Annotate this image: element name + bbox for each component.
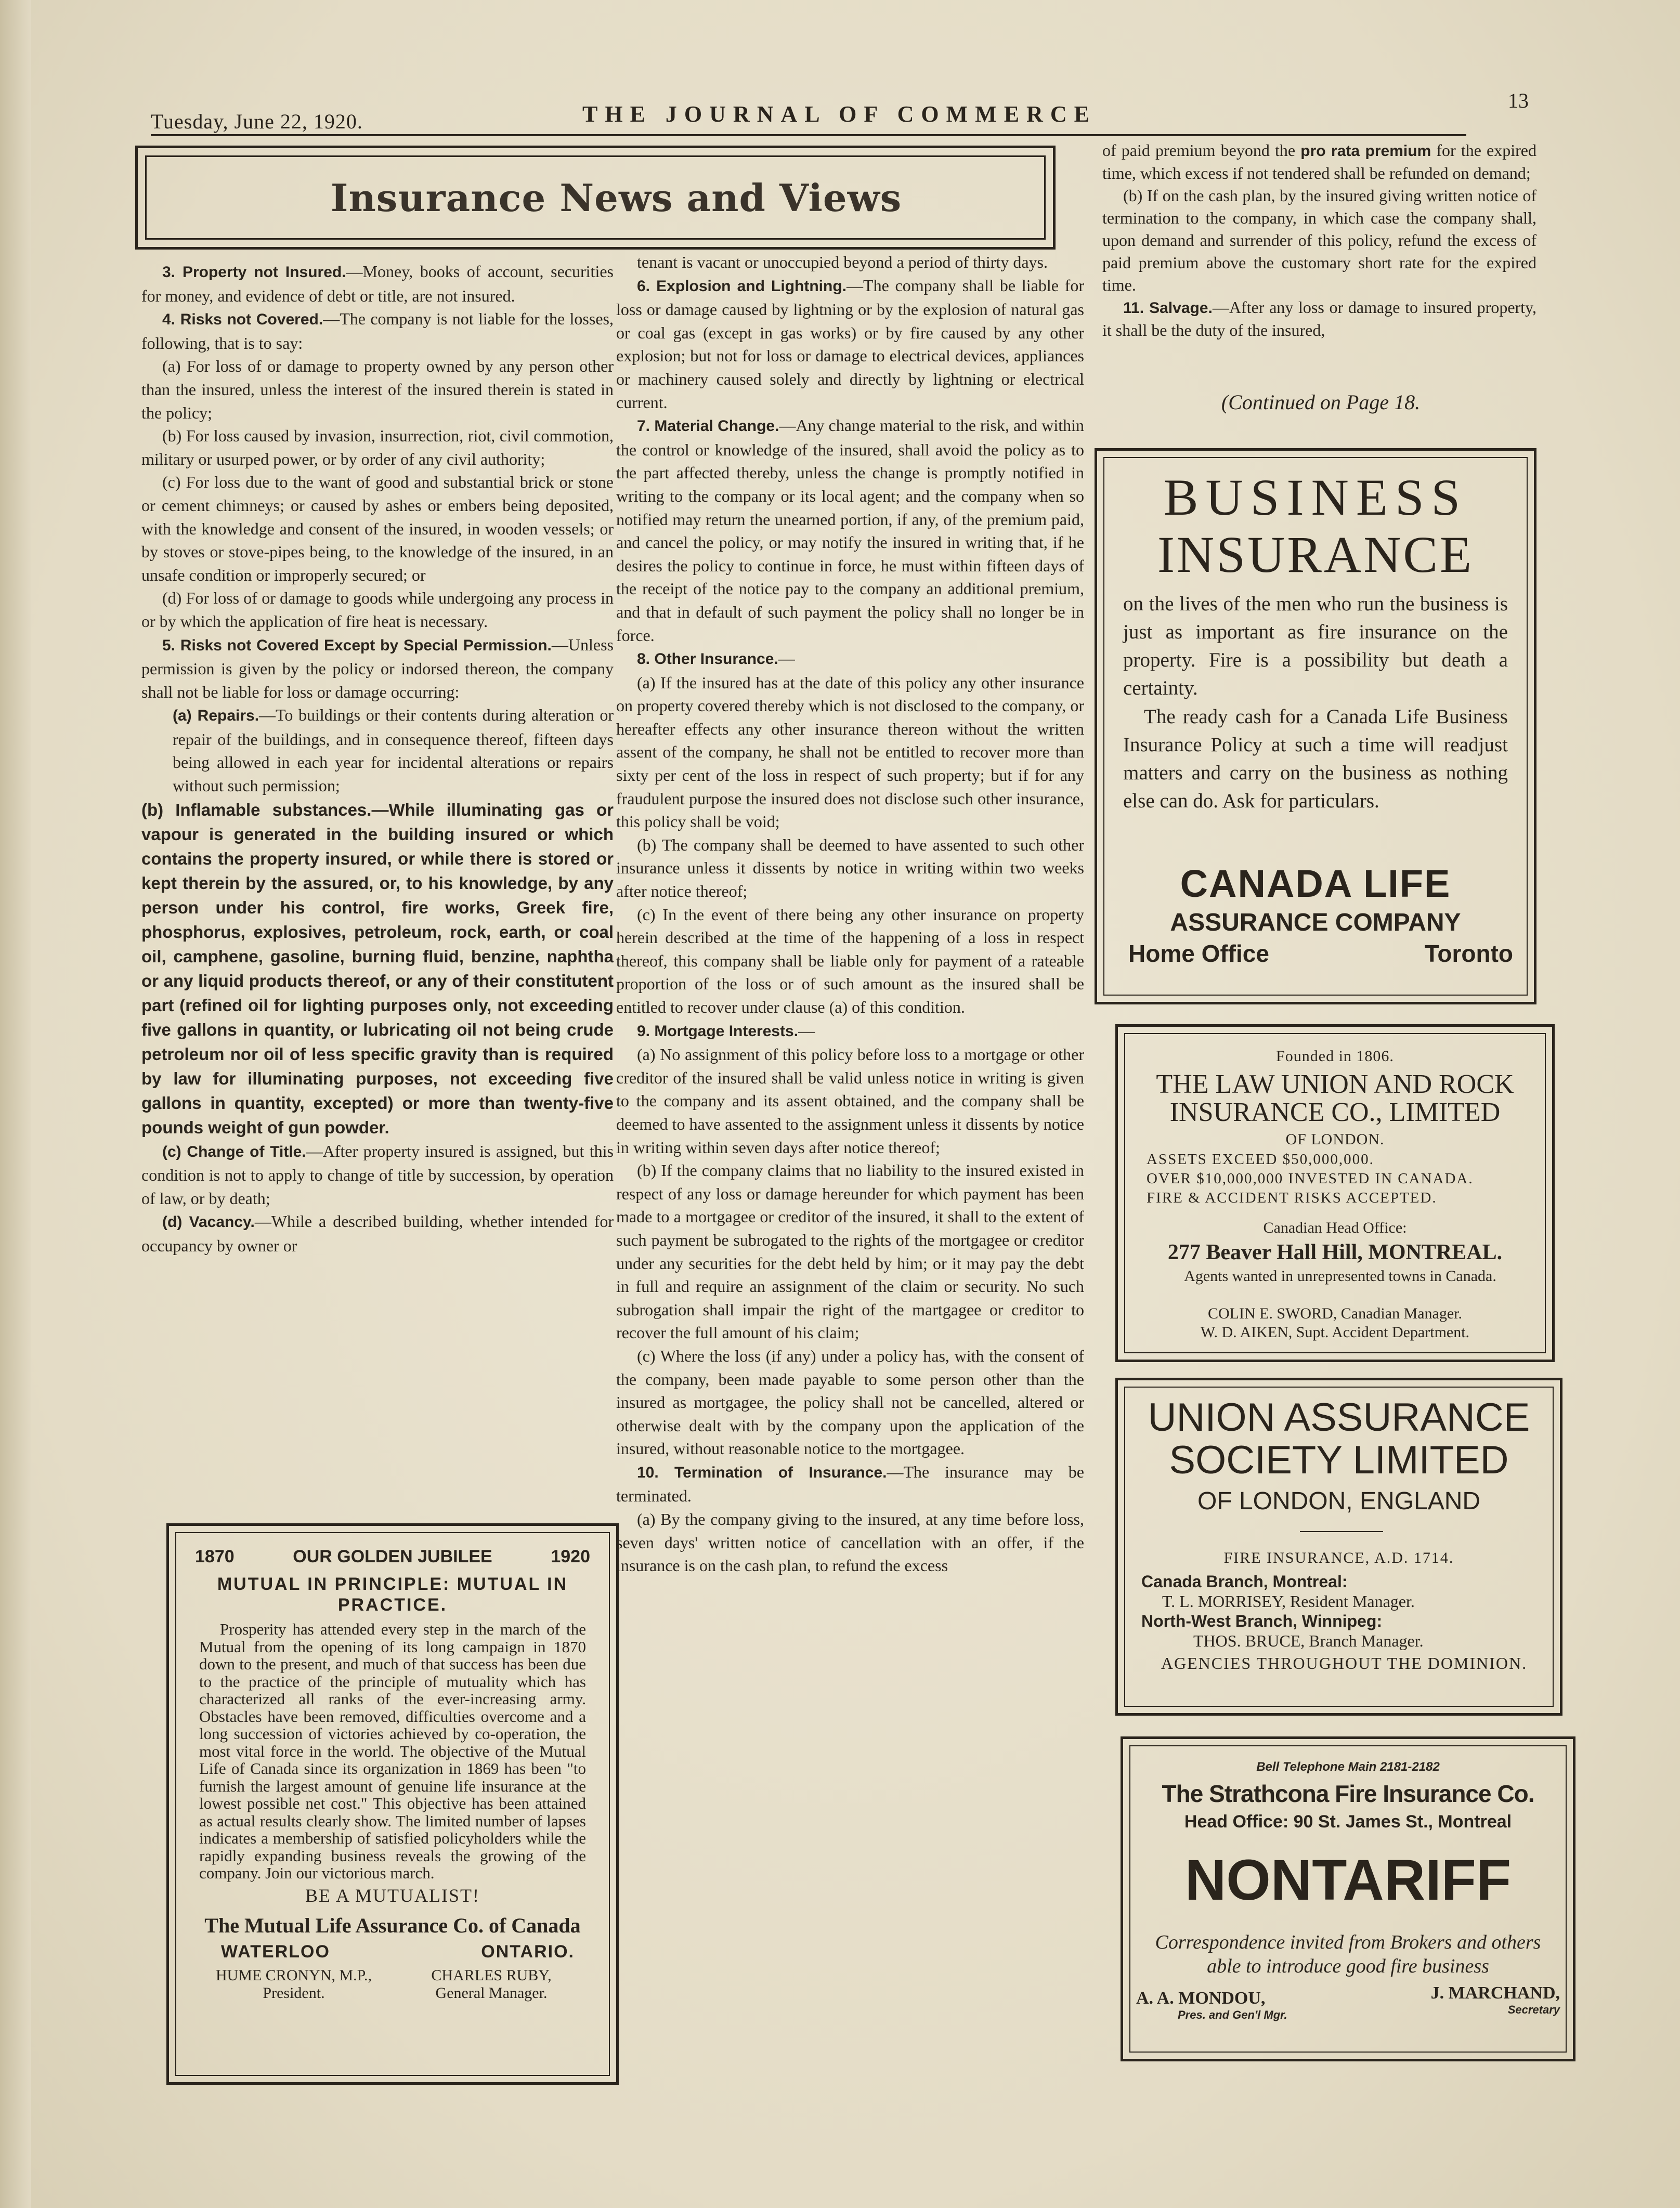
clause-text: —After property insured is assigned, but this condition is not to apply to change of title by succession, by operation of law, or by death; [141,1141,614,1208]
article-paragraph [1102,139,1536,185]
jubilee-company: The Mutual Life Assurance Co. of Canada [204,1914,581,1937]
article-paragraph [141,1210,614,1257]
jubilee-subheading: MUTUAL IN PRINCIPLE: MUTUAL IN PRACTICE. [217,1574,568,1615]
divider [1300,1531,1383,1532]
year-left: 1870 [195,1547,235,1566]
article-paragraph: (a) For loss of or damage to property owned by any person other than the insured, unless the interest of the insured therein is stated in the policy; [141,357,614,422]
law-union-supt: W. D. AIKEN, Supt. Accident Department. [1200,1324,1470,1341]
continued-notice: (Continued on Page 18. [1221,390,1421,414]
journal-title: THE JOURNAL OF COMMERCE [582,101,1097,127]
binding-edge [0,0,31,2208]
branch-person: T. L. MORRISEY, Resident Manager. [1162,1592,1415,1611]
law-union-facts [1147,1150,1536,1208]
person-title: Secretary [1507,2003,1560,2016]
clause-heading: 11. Salvage. [1123,299,1213,317]
branch-person: THOS. BRUCE, Branch Manager. [1193,1631,1424,1650]
law-union-location: OF LONDON. [1285,1131,1385,1148]
clause-heading: 7. Material Change. [637,417,779,435]
clause-text: —While a described building, whether intended for occupancy by owner or [141,1212,614,1256]
clause-heading: 8. Other Insurance. [637,650,778,668]
union-branches [1141,1572,1544,1651]
clause-text: — [798,1021,815,1040]
article-paragraph [141,798,614,1140]
article-paragraph: (b) If on the cash plan, by the insured giving written notice of termination to the company, in which case the company shall, upon demand and surrender of this policy, refund the excess of paid premium above the customary short rate for the expired time. [1102,186,1536,294]
person-name: CHARLES RUBY, [431,1967,552,1984]
clause-text: of paid premium beyond the [1102,141,1301,160]
insurance-title: INSURANCE [1157,526,1474,583]
strathcona-phone: Bell Telephone Main 2181-2182 [1256,1760,1440,1774]
section-banner [135,146,1056,250]
clause-heading: 3. Property not Insured. [162,264,346,281]
fire-insurance: FIRE INSURANCE, A.D. 1714. [1223,1549,1454,1566]
union-name-2: SOCIETY LIMITED [1169,1438,1509,1482]
clause-text: —To buildings or their contents during alteration or repair of the buildings, and in consequence thereof, fifteen days being allowed in each year for incidental alterations or repairs without such permission; [173,705,614,795]
header-rule [151,134,1466,136]
strathcona-ad [1121,1736,1575,2061]
law-union-manager: COLIN E. SWORD, Canadian Manager. [1207,1305,1463,1322]
article-column-2 [616,251,1084,1577]
union-location: OF LONDON, ENGLAND [1197,1487,1481,1515]
union-assurance-ad [1115,1378,1562,1716]
clause-text: —The company shall be liable for loss or damage caused by lightning or by the explosion of natural gas or coal gas (except in gas works) or by fire caused by any other explosion; but not for loss or damage to electrical devices, appliances or machinery caused solely and directly by lightning or electrical current. [616,276,1085,412]
page-header [151,88,1529,133]
law-union-address: 277 Beaver Hall Hill, MONTREAL. [1167,1240,1503,1264]
clause-heading: 10. Termination of Insurance. [637,1464,887,1481]
article-paragraph: (c) In the event of there being any other insurance on property herein described at the time of the happening of a loss in respect thereof, this company shall be liable only for payment of a rateable proportion of the loss or of such amount as the insured shall be entitled to recover under clause (a) of this condition. [616,905,1084,1016]
jubilee-heading: OUR GOLDEN JUBILEE [293,1547,492,1566]
office-city: Toronto [1424,940,1513,967]
article-column-1 [141,260,614,1258]
jubilee-location [221,1942,575,1962]
clause-heading: (b) Inflamable substances. [141,800,372,819]
jubilee-body: Prosperity has attended every step in the march of the Mutual from the opening of its long campaign in 1870 down to the present, and much of that success has been due to the practice of the principle of mutuality which has characterized all ranks of the ever-increasing army. Obstacles have been removed, difficulties overcome and a long succession of victories achieved by co-operation, the most vital force in the world. The objective of the Mutual Life of Canada since its organization in 1869 has been "to furnish the largest amount of genuine life insurance at the lowest possible net cost." This objective has been attained as actual results clearly show. The limited number of lapses indicates a membership of satisfied policyholders while the rapidly expanding business reveals the growing of the company. Join our victorious march. [199,1620,586,1882]
article-column-3 [1102,139,1536,342]
article-paragraph: (a) By the company giving to the insured, at any time before loss, seven days' written notice of cancellation with an offer, if the insurance is on the cash plan, to refund the excess [616,1510,1084,1575]
strathcona-person-1 [1136,1989,1344,2022]
clause-text: —The insurance may be terminated. [616,1462,1084,1506]
section-banner-inner [145,155,1046,240]
person-name: HUME CRONYN, M.P., [215,1967,372,1984]
strathcona-head-office: Head Office: 90 St. James St., Montreal [1184,1812,1512,1832]
business-title: BUSINESS [1163,468,1468,526]
article-paragraph: (b) If the company claims that no liability to the insured existed in respect of any loss or damage hereunder for which payment has been made to a mortgagee or creditor of the insured, it shall to the extent of such payment be subrogated to the rights of the mortgagee or creditor under any securities for the debt held by him; or it may pay the debt in full and require an assignment of the claim or security. No such subrogation shall impair the right of the martgagee or creditor to recover the full amount of his claim; [616,1161,1084,1342]
strathcona-person-2 [1362,1983,1560,2017]
person-name: J. MARCHAND, [1430,1983,1560,2003]
risks: FIRE & ACCIDENT RISKS ACCEPTED. [1147,1190,1437,1206]
clause-text: —Money, books of account, securities for money, and evidence of debt or title, are not insured. [141,262,614,305]
year-right: 1920 [551,1547,590,1566]
article-paragraph: (a) If the insured has at the date of this policy any other insurance on property covered thereby which is not disclosed to the company, or hereafter effects any other insurance thereon without the written assent of the company, he shall not be entitled to recover more than sixty per cent of the loss in respect of such property; but if for any fraudulent purpose the insured does not disclose such other insurance, this policy shall be void; [616,673,1084,831]
law-union-name-1: THE LAW UNION AND ROCK [1156,1069,1514,1099]
article-paragraph [616,1019,1084,1043]
law-union-ad [1115,1024,1555,1362]
article-paragraph: (b) The company shall be deemed to have assented to such other insurance unless it dissents by notice in writing within two weeks after notice thereof; [616,835,1084,901]
clause-heading: 4. Risks not Covered. [162,311,323,329]
article-paragraph: tenant is vacant or unoccupied beyond a period of thirty days. [637,253,1048,271]
clause-text: —The company is not liable for the losses, following, that is to say: [141,309,614,352]
issue-date: Tuesday, June 22, 1920. [151,110,363,133]
canada-life-office [1128,939,1513,968]
article-paragraph [616,274,1084,414]
article-paragraph [141,307,614,355]
page-number: 13 [1508,89,1529,112]
canada-life-ad [1095,448,1536,1004]
section-title: Insurance News and Views [330,175,902,220]
agents-wanted: Agents wanted in unrepresented towns in Canada. [1184,1268,1496,1285]
clause-heading: 6. Explosion and Lightning. [637,277,847,295]
article-paragraph: (b) For loss caused by invasion, insurrection, riot, civil commotion, military or usurped power, or by order of any civil authority; [141,426,614,468]
article-paragraph [141,1140,614,1210]
strathcona-company: The Strathcona Fire Insurance Co. [1162,1780,1534,1807]
person-name: A. A. MONDOU, [1136,1989,1266,2008]
head-office-label: Canadian Head Office: [1263,1219,1407,1236]
clause-text: —Any change material to the risk, and within the control or knowledge of the insured, shall avoid the policy as to the part affected thereby, unless the change is promptly notified in writing to the company or its local agent; and the company when so notified may return the unearned portion, if any, of the premium paid, and cancel the policy, or may notify the insured in writing that, if he desires the policy to continue in force, he must within fifteen days of the receipt of the notice pay to the company an additional premium, and that in default of such payment the policy shall no longer be in force. [616,416,1085,645]
clause-heading: (a) Repairs. [173,707,259,725]
office-label: Home Office [1128,940,1269,967]
branch-label: North-West Branch, Winnipeg: [1141,1612,1383,1630]
article-paragraph: (d) For loss of or damage to goods while undergoing any process in or by which the application of fire heat is necessary. [141,589,614,631]
article-paragraph [616,647,1084,671]
clause-heading: 5. Risks not Covered Except by Special Permission. [162,636,552,654]
jubilee-heading-row [195,1547,590,1567]
article-paragraph [616,414,1084,647]
clause-text: — [778,649,795,668]
clause-heading: (d) Vacancy. [162,1213,255,1231]
clause-heading: pro rata premium [1300,142,1431,160]
mutual-life-ad [166,1523,619,2085]
strathcona-tagline: Correspondence invited from Brokers and others able to introduce good fire business [1155,1931,1541,1977]
jubilee-person-1 [200,1967,387,2002]
clause-text: —After any loss or damage to insured property, it shall be the duty of the insured, [1102,298,1536,339]
canada-life-company-2: ASSURANCE COMPANY [1170,909,1461,936]
nontariff: NONTARIFF [1184,1848,1512,1912]
founded: Founded in 1806. [1276,1048,1394,1065]
article-paragraph: (c) Where the loss (if any) under a policy has, with the consent of the company, been made payable to some person other than the insured as mortgagee, the policy shall not be cancelled, altered or otherwise dealt with by the company upon the application of the insured, without reasonable notice to the mortgagee. [616,1346,1084,1458]
article-paragraph [141,703,614,797]
article-paragraph: (c) For loss due to the want of good and substantial brick or stone or cement chimneys; or caused by ashes or embers being deposited, with the knowledge and consent of the insured, in wooden vessels; or by stoves or stove-pipes being, to the knowledge of the insured, in an unsafe condition or improperly secured; or [141,473,614,584]
invested: OVER $10,000,000 INVESTED IN CANADA. [1147,1170,1474,1187]
clause-text: —While illuminating gas or vapour is generated in the building insured or which contains the property insured, or while there is stored or kept therein by the assured, or, to his knowledge, by any person under his control, fire works, Greek fire, phosphorus, explosives, petroleum, rock, earth, or coal oil, camphene, gasoline, burning fluid, benzine, naphtha or any liquid products thereof, or any of their constitutent part (refined oil for lighting purposes only, not exceeding five gallons in quantity, or lubricating oil not being crude petroleum nor oil of less specific gravity than is required by law for illuminating purposes, not exceeding five gallons in quantity, excepted) or more than twenty-five pounds weight of gun powder. [141,800,614,1137]
person-title: Pres. and Gen'l Mgr. [1178,2008,1287,2021]
article-paragraph [1102,296,1536,342]
article-paragraph [141,260,614,307]
province: ONTARIO. [481,1942,575,1962]
canada-life-body-2: The ready cash for a Canada Life Business Insurance Policy at such a time will readjust matters and carry on the business as nothing else can do. Ask for particulars. [1123,705,1508,812]
law-union-name-2: INSURANCE CO., LIMITED [1169,1098,1501,1127]
assets: ASSETS EXCEED $50,000,000. [1147,1151,1374,1168]
union-name-1: UNION ASSURANCE [1148,1395,1530,1440]
person-title: General Manager. [435,1984,548,2002]
clause-text: —Unless permission is given by the policy or indorsed thereon, the company shall not be liable for loss or damage occurring: [141,635,614,701]
clause-heading: 9. Mortgage Interests. [637,1022,799,1040]
clause-text: for the expired time, which excess if not tendered shall be refunded on demand; [1102,141,1537,182]
person-title: President. [263,1984,325,2002]
jubilee-call: BE A MUTUALIST! [305,1885,480,1906]
clause-heading: (c) Change of Title. [162,1143,306,1160]
canada-life-body-1: on the lives of the men who run the business is just as important as fire insurance on the property. Fire is a possibility but death a certainty. [1123,593,1508,699]
canada-life-company: CANADA LIFE [1180,862,1451,905]
city: WATERLOO [221,1942,330,1962]
article-paragraph: (a) No assignment of this policy before loss to a mortgage or other creditor of the insured shall be valid unless notice in writing is given to the company and its assent obtained, and the company shall be deemed to have assented to the assignment unless it dissents by notice in writing within seven days after notice thereof; [616,1045,1084,1157]
jubilee-person-2 [393,1967,590,2002]
union-agencies: AGENCIES THROUGHOUT THE DOMINION. [1161,1654,1528,1673]
article-paragraph [616,1460,1084,1508]
branch-label: Canada Branch, Montreal: [1141,1572,1348,1591]
article-paragraph [141,633,614,704]
